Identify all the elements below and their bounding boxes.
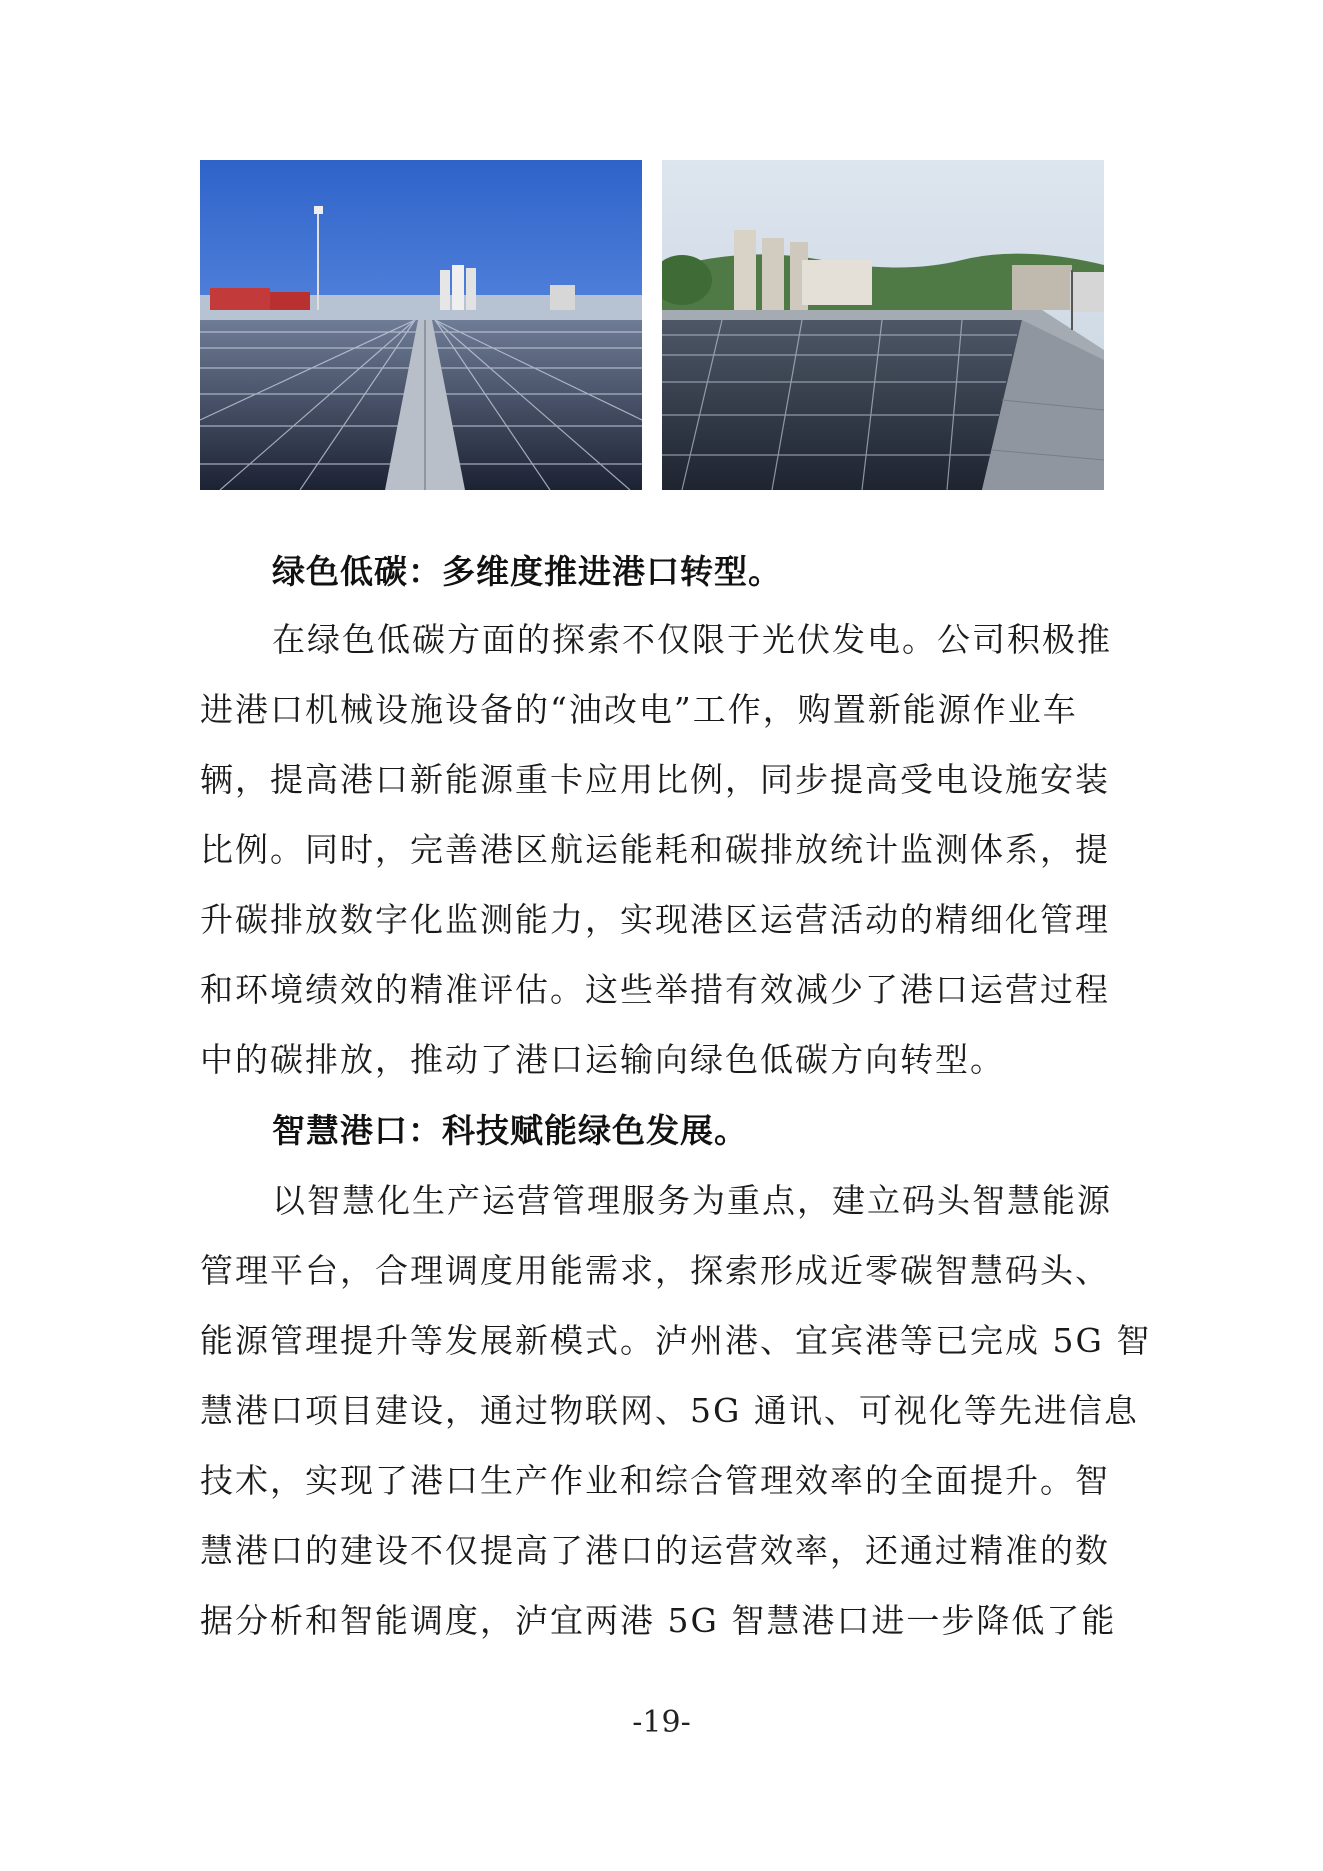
paragraph-line: 进港口机械设施设备的“油改电”工作，购置新能源作业车 bbox=[200, 690, 1078, 729]
paragraph-line: 慧港口项目建设，通过物联网、5G 通讯、可视化等先进信息 bbox=[200, 1391, 1139, 1430]
section-heading-green-low-carbon: 绿色低碳：多维度推进港口转型。 bbox=[272, 552, 782, 591]
paragraph-line: 以智慧化生产运营管理服务为重点，建立码头智慧能源 bbox=[272, 1181, 1112, 1220]
paragraph-line: 比例。同时，完善港区航运能耗和碳排放统计监测体系，提 bbox=[200, 830, 1110, 869]
paragraph-line: 管理平台，合理调度用能需求，探索形成近零碳智慧码头、 bbox=[200, 1251, 1110, 1290]
photo-row bbox=[200, 160, 1104, 490]
paragraph-line: 中的碳排放，推动了港口运输向绿色低碳方向转型。 bbox=[200, 1040, 1005, 1079]
paragraph-line: 辆，提高港口新能源重卡应用比例，同步提高受电设施安装 bbox=[200, 760, 1110, 799]
paragraph-line: 升碳排放数字化监测能力，实现港区运营活动的精细化管理 bbox=[200, 900, 1110, 939]
rooftop-solar-photo-left bbox=[200, 160, 642, 490]
paragraph-line: 能源管理提升等发展新模式。泸州港、宜宾港等已完成 5G 智 bbox=[200, 1321, 1152, 1360]
paragraph-line: 据分析和智能调度，泸宜两港 5G 智慧港口进一步降低了能 bbox=[200, 1601, 1117, 1640]
rooftop-solar-photo-right bbox=[662, 160, 1104, 490]
page-number: -19- bbox=[632, 1705, 691, 1740]
paragraph-line: 和环境绩效的精准评估。这些举措有效减少了港口运营过程 bbox=[200, 970, 1110, 1009]
paragraph-line: 在绿色低碳方面的探索不仅限于光伏发电。公司积极推 bbox=[272, 620, 1112, 659]
paragraph-line: 慧港口的建设不仅提高了港口的运营效率，还通过精准的数 bbox=[200, 1531, 1110, 1570]
paragraph-line: 技术，实现了港口生产作业和综合管理效率的全面提升。智 bbox=[200, 1461, 1110, 1500]
section-heading-smart-port: 智慧港口：科技赋能绿色发展。 bbox=[272, 1111, 748, 1150]
